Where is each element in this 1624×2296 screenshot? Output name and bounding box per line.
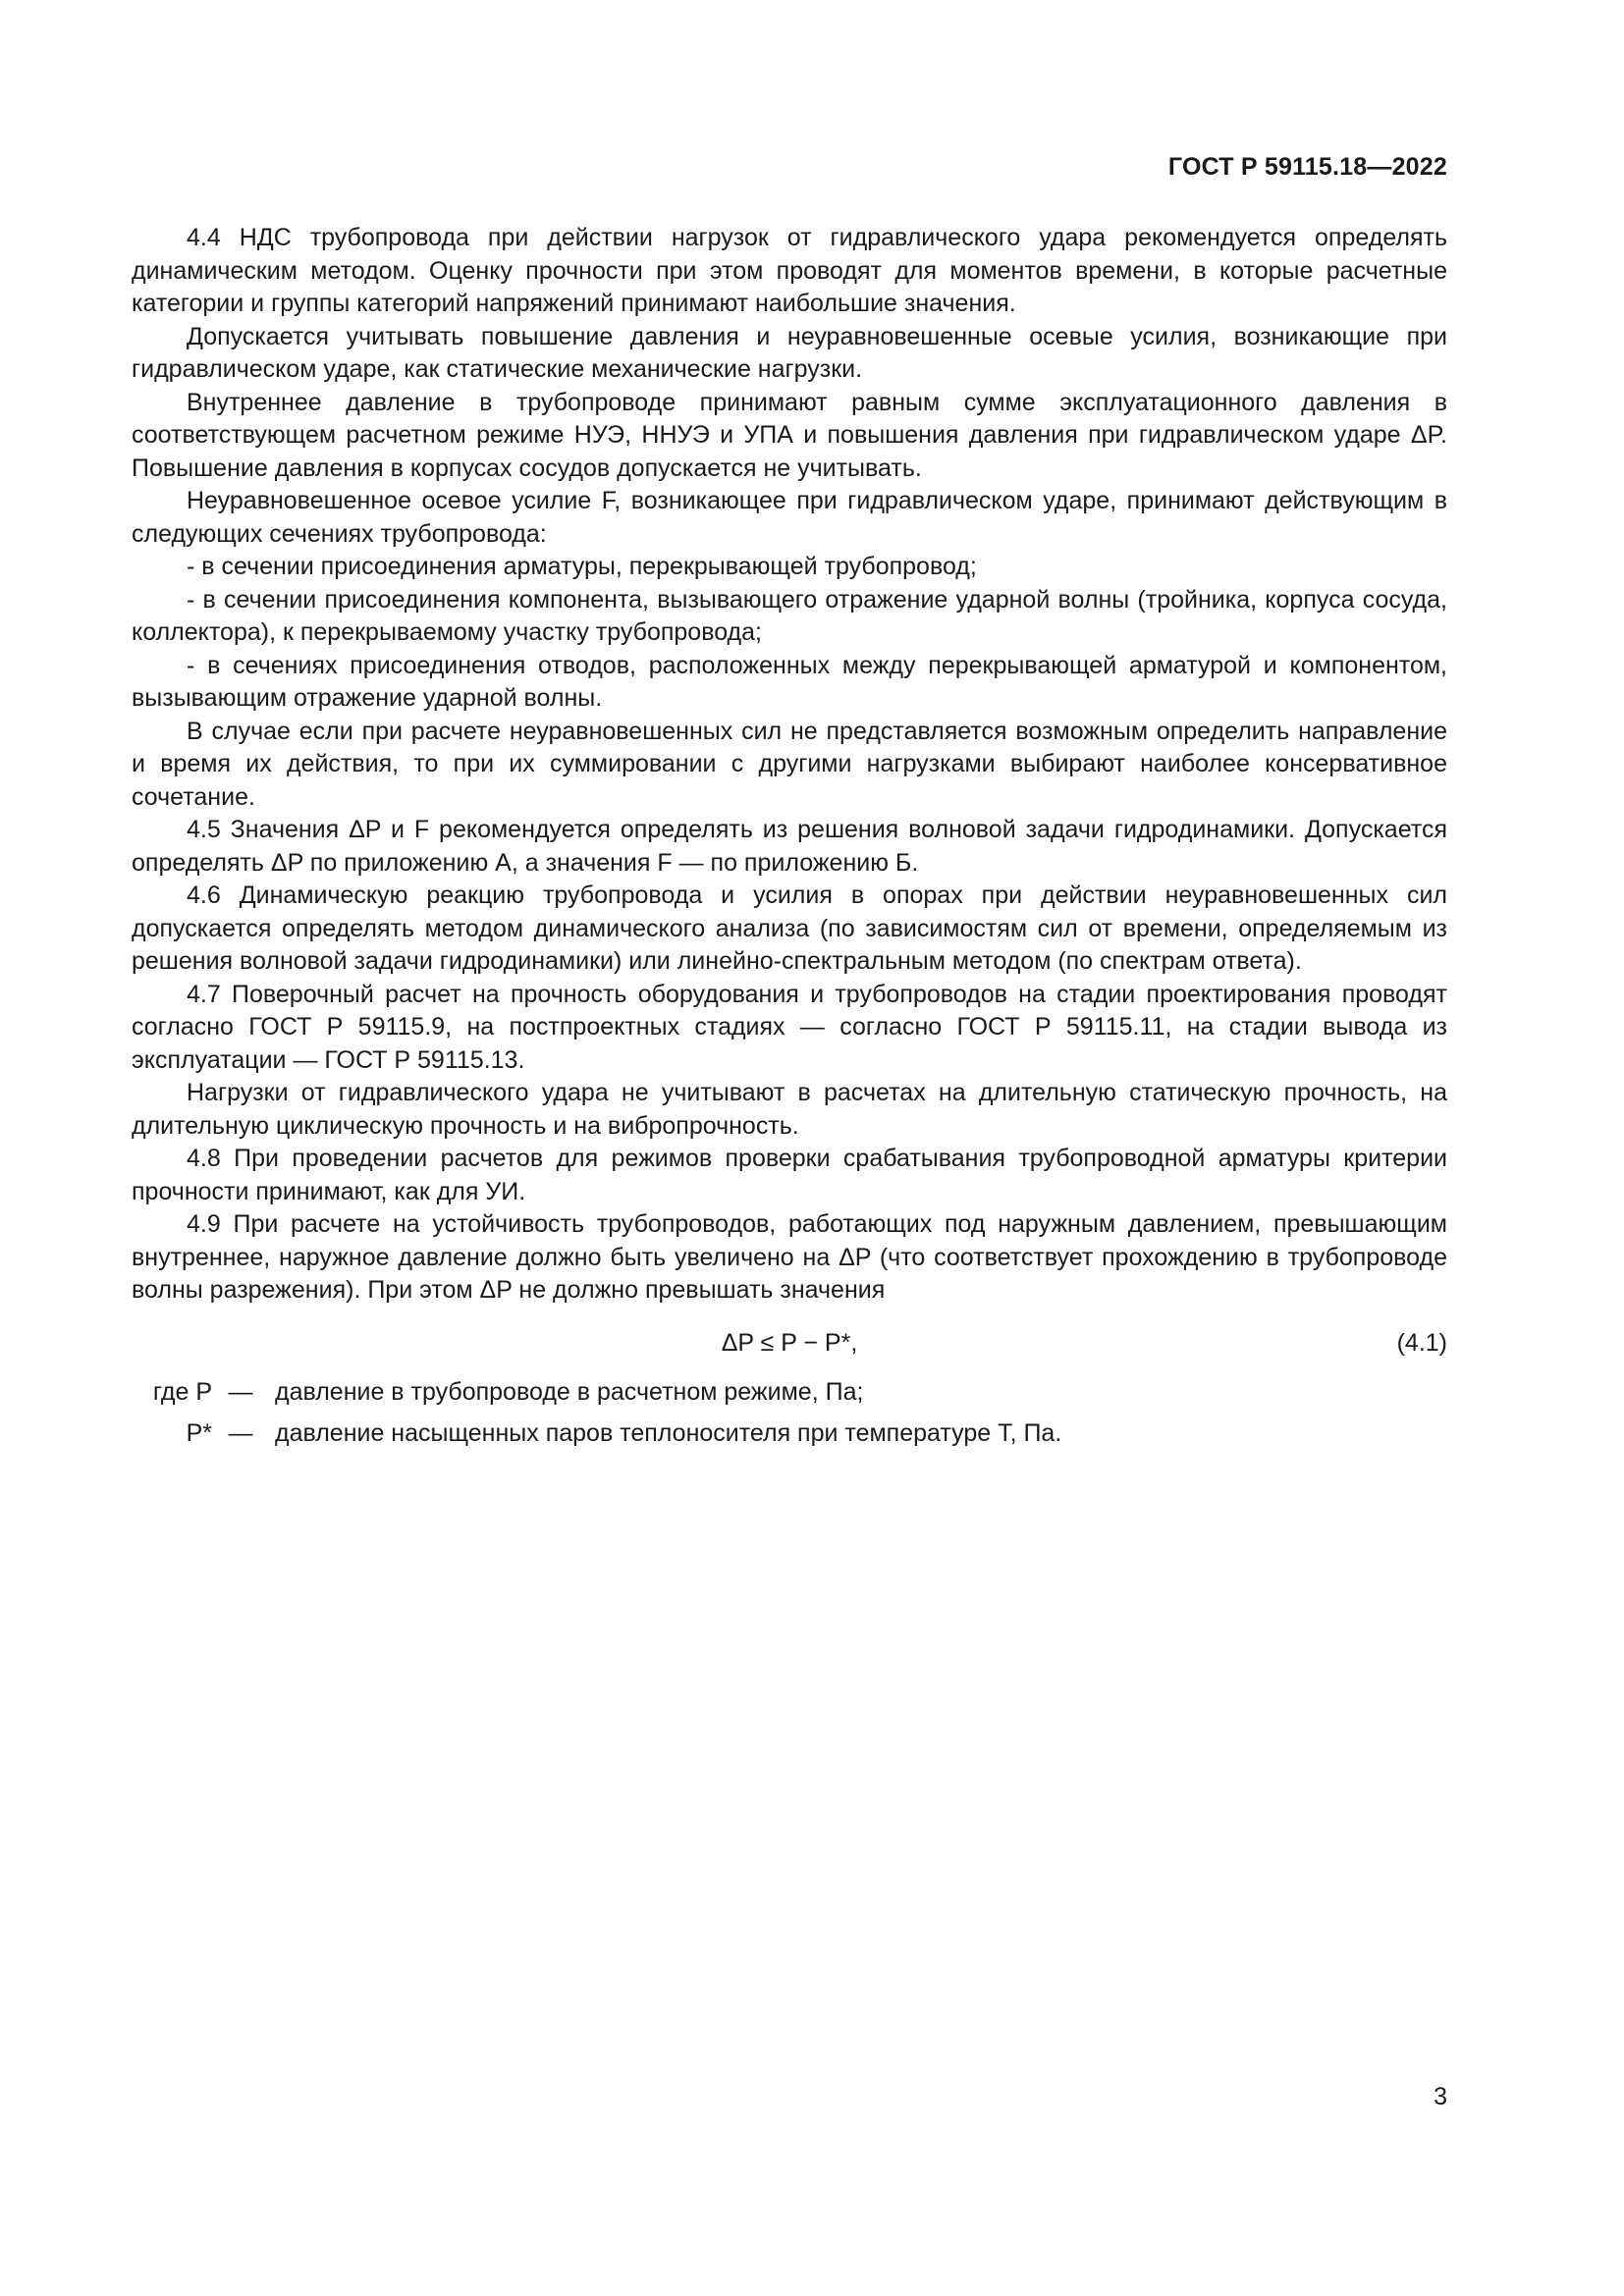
paragraph: Неуравновешенное осевое усилие F, возникающее при гидравлическом ударе, принимают действующим в следующих сечениях трубопровода: [132,487,1447,548]
paragraph: В случае если при расчете неуравновешенных сил не представляется возможным определить направление и время их действия, то при их суммировании с другими нагрузками выбирают наиболее консервативное сочетание. [132,717,1447,811]
definition-text: давление насыщенных паров теплоносителя при температуре T, Па. [275,1418,1062,1447]
document-header: ГОСТ Р 59115.18—2022 [1167,153,1447,181]
document-body [132,222,1447,1459]
page-number: 3 [1434,2083,1447,2110]
definition-row [132,1376,1447,1417]
paragraph-4-7: 4.7 Поверочный расчет на прочность оборудования и трубопроводов на стадии проектирования проводят согласно ГОСТ Р 59115.9, на постпроектных стадиях — согласно ГОСТ Р 59115.11, на стадии вывода из эксплуатации — ГОСТ Р 59115.13. [132,980,1447,1074]
paragraph-4-9: 4.9 При расчете на устойчивость трубопроводов, работающих под наружным давлением, превышающим внутреннее, наружное давление должно быть увеличено на ΔP (что соответствует прохождению в трубопроводе волны разрежения). При этом ΔP не должно превышать значения [132,1210,1447,1304]
paragraph-4-8: 4.8 При проведении расчетов для режимов проверки срабатывания трубопроводной арматуры критерии прочности принимают, как для УИ. [132,1145,1447,1205]
list-item: - в сечении присоединения компонента, вызывающего отражение ударной волны (тройника, корпуса сосуда, коллектора), к перекрываемому участку трубопровода; [132,585,1447,646]
list-item: - в сечении присоединения арматуры, перекрывающей трубопровод; [187,553,977,580]
definition-symbol: P* [186,1418,212,1447]
definition-symbol: где P [152,1377,212,1406]
formula-number: (4.1) [1396,1328,1447,1357]
paragraph-4-6: 4.6 Динамическую реакцию трубопровода и усилия в опорах при действии неуравновешенных сил допускается определять методом динамического анализа (по зависимостям сил от времени, определяемым из решения волновой задачи гидродинамики) или линейно-спектральным методом (по спектрам ответа). [132,881,1447,975]
definition-text: давление в трубопроводе в расчетном режиме, Па; [275,1377,864,1406]
formula-4-1 [132,1317,1447,1372]
paragraph-4-4: 4.4 НДС трубопровода при действии нагрузок от гидравлического удара рекомендуется определять динамическим методом. Оценку прочности при этом проводят для моментов времени, в которые расчетные категории и группы категорий напряжений принимают наибольшие значения. [132,224,1447,317]
formula-expression: ΔP ≤ P − P*, [721,1328,858,1357]
paragraph: Нагрузки от гидравлического удара не учитывают в расчетах на длительную статическую прочность, на длительную циклическую прочность и на вибропрочность. [132,1079,1447,1140]
symbol-definitions [132,1376,1447,1459]
definition-dash: — [228,1418,253,1447]
definition-dash: — [228,1377,253,1406]
paragraph: Внутреннее давление в трубопроводе принимают равным сумме эксплуатационного давления в соответствующем расчетном режиме НУЭ, ННУЭ и УПА и повышения давления при гидравлическом ударе ΔP. Повышение давления в корпусах сосудов допускается не учитывать. [132,388,1447,482]
paragraph: Допускается учитывать повышение давления и неуравновешенные осевые усилия, возникающие при гидравлическом ударе, как статические механические нагрузки. [132,322,1447,383]
definition-row [132,1417,1447,1459]
list-item: - в сечениях присоединения отводов, расположенных между перекрывающей арматурой и компонентом, вызывающим отражение ударной волны. [132,651,1447,712]
paragraph-4-5: 4.5 Значения ΔP и F рекомендуется определять из решения волновой задачи гидродинамики. Допускается определять ΔP по приложению А, а значения F — по приложению Б. [132,816,1447,877]
